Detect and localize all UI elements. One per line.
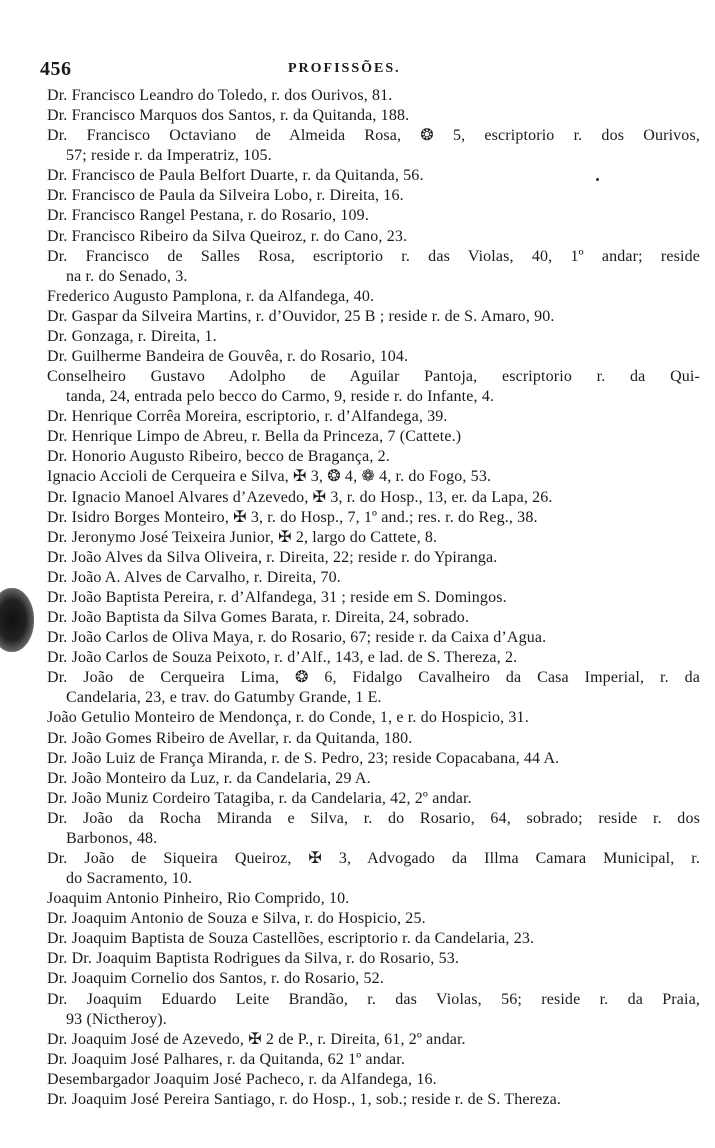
entry-line: Dr. João Baptista da Silva Gomes Barata, r. Direita, 24, sobrado. [47,609,470,627]
entry-line: Dr. João de Siqueira Queiroz, ✠ 3, Advogado da Illma Camara Municipal, r. [47,849,700,867]
entry-line: Dr. João Muniz Cordeiro Tatagiba, r. da Candelaria, 42, 2º andar. [47,789,472,807]
entry-line: Dr. Francisco de Paula da Silveira Lobo, r. Direita, 16. [47,187,404,205]
entry-line: Dr. Dr. Joaquim Baptista Rodrigues da Silva, r. do Rosario, 53. [47,950,460,968]
entry-line: Dr. Honorio Augusto Ribeiro, becco de Bragança, 2. [47,448,390,466]
entry-line: Dr. João Carlos de Souza Peixoto, r. d’Alf., 143, e lad. de S. Thereza, 2. [47,649,518,667]
directory-entry [47,789,700,809]
directory-entry [47,1030,700,1050]
directory-entry [47,166,700,186]
entry-line: Dr. João Carlos de Oliva Maya, r. do Rosario, 67; reside r. da Caixa d’Agua. [47,629,547,647]
directory-entry [47,347,700,367]
directory-entry [47,1050,700,1070]
entry-line: Dr. Joaquim Baptista de Souza Castellões, escriptorio r. da Candelaria, 23. [47,930,535,948]
directory-entry [47,126,700,166]
directory-entry [47,648,700,668]
entry-line: Dr. Ignacio Manoel Alvares d’Azevedo, ✠ 3, r. do Hosp., 13, er. da Lapa, 26. [47,488,553,506]
directory-entry [47,708,700,728]
directory-entry [47,1070,700,1090]
directory-entry [47,307,700,327]
entry-line: Joaquim Antonio Pinheiro, Rio Comprido, 10. [47,890,350,908]
entry-line: João Getulio Monteiro de Mendonça, r. do Conde, 1, e r. do Hospicio, 31. [47,709,529,727]
directory-entry [47,106,700,126]
entry-line: Conselheiro Gustavo Adolpho de Aguilar Pantoja, escriptorio r. da Qui- [47,368,700,386]
entry-line: Desembargador Joaquim José Pacheco, r. da Alfandega, 16. [47,1070,437,1088]
directory-entry [47,247,700,287]
directory-entry [47,568,700,588]
entry-line: Dr. Joaquim José Pereira Santiago, r. do Hosp., 1, sob.; reside r. de S. Thereza. [47,1090,561,1108]
directory-entry [47,467,700,487]
directory-entry [47,367,700,407]
directory-entry [47,889,700,909]
directory-entry [47,949,700,969]
entry-continuation-line: tanda, 24, entrada pelo becco do Carmo, 9, reside r. do Infante, 4. [66,388,495,406]
directory-entry [47,729,700,749]
scan-speck [596,178,599,181]
entry-line: Dr. Henrique Corrêa Moreira, escriptorio, r. d’Alfandega, 39. [47,408,448,426]
directory-entry [47,769,700,789]
entry-line: Dr. Francisco Leandro do Toledo, r. dos Ourivos, 81. [47,87,393,104]
entry-line: Dr. Francisco Marquos dos Santos, r. da Quitanda, 188. [47,107,410,125]
entry-continuation-line: Barbonos, 48. [66,829,158,847]
entry-line: Dr. Henrique Limpo de Abreu, r. Bella da Princeza, 7 (Cattete.) [47,428,462,446]
directory-entry [47,528,700,548]
directory-entry [47,849,700,889]
entry-line: Dr. João Monteiro da Luz, r. da Candelaria, 29 A. [47,769,371,787]
directory-entry [47,1090,700,1110]
directory-entry [47,206,700,226]
directory-entry [47,749,700,769]
directory-entry [47,488,700,508]
entry-line: Dr. João da Rocha Miranda e Silva, r. do Rosario, 64, sobrado; reside r. dos [47,809,700,827]
directory-entry [47,548,700,568]
entry-line: Dr. Joaquim José Palhares, r. da Quitanda, 62 1º andar. [47,1050,406,1068]
page-number: 456 [40,58,72,80]
entry-line: Dr. Joaquim Eduardo Leite Brandão, r. das Violas, 56; reside r. da Praia, [47,990,700,1008]
entry-line: Frederico Augusto Pamplona, r. da Alfandega, 40. [47,287,375,305]
directory-listing [47,86,700,1110]
entry-continuation-line: 93 (Nictheroy). [66,1010,167,1028]
entry-continuation-line: Candelaria, 23, e trav. do Gatumby Grande, 1 E. [66,689,382,707]
entry-line: Dr. Francisco Rangel Pestana, r. do Rosario, 109. [47,207,369,225]
directory-entry [47,909,700,929]
entry-line: Dr. João Alves da Silva Oliveira, r. Direita, 22; reside r. do Ypiranga. [47,548,498,566]
entry-line: Dr. Joaquim José de Azevedo, ✠ 2 de P., r. Direita, 61, 2º andar. [47,1030,466,1048]
entry-line: Dr. João Gomes Ribeiro de Avellar, r. da Quitanda, 180. [47,729,413,747]
directory-entry [47,86,700,106]
entry-line: Dr. Gaspar da Silveira Martins, r. d’Ouvidor, 25 B ; reside r. de S. Amaro, 90. [47,307,555,325]
entry-line: Dr. Joaquim Cornelio dos Santos, r. do Rosario, 52. [47,970,384,988]
entry-line: Dr. João Baptista Pereira, r. d’Alfandega, 31 ; reside em S. Domingos. [47,588,507,606]
directory-entry [47,668,700,708]
directory-entry [47,447,700,467]
directory-entry [47,809,700,849]
entry-line: Dr. Isidro Borges Monteiro, ✠ 3, r. do Hosp., 7, 1º and.; res. r. do Reg., 38. [47,508,538,526]
directory-entry [47,628,700,648]
entry-line: Dr. Joaquim Antonio de Souza e Silva, r. do Hospicio, 25. [47,910,426,928]
directory-entry [47,588,700,608]
entry-line: Dr. Francisco de Paula Belfort Duarte, r. da Quitanda, 56. [47,167,424,185]
entry-line: Dr. Francisco Ribeiro da Silva Queiroz, r. do Cano, 23. [47,227,408,245]
entry-line: Dr. João de Cerqueira Lima, ❂ 6, Fidalgo Cavalheiro da Casa Imperial, r. da [47,669,700,687]
entry-line: Dr. João A. Alves de Carvalho, r. Direita, 70. [47,568,341,586]
entry-line: Dr. Guilherme Bandeira de Gouvêa, r. do Rosario, 104. [47,348,409,366]
entry-line: Dr. Francisco Octaviano de Almeida Rosa, ❂ 5, escriptorio r. dos Ourivos, [47,127,700,145]
directory-entry [47,969,700,989]
running-head: PROFISSÕES. [288,61,401,76]
directory-entry [47,227,700,247]
directory-entry [47,929,700,949]
entry-continuation-line: na r. do Senado, 3. [66,267,188,285]
directory-entry [47,407,700,427]
entry-continuation-line: do Sacramento, 10. [66,870,193,888]
directory-entry [47,186,700,206]
entry-line: Dr. Gonzaga, r. Direita, 1. [47,327,217,345]
directory-entry [47,287,700,307]
directory-entry [47,427,700,447]
scan-thumb-artifact [0,588,34,652]
directory-entry [47,508,700,528]
entry-line: Dr. Jeronymo José Teixeira Junior, ✠ 2, largo do Cattete, 8. [47,528,438,546]
directory-entry [47,608,700,628]
entry-line: Ignacio Accioli de Cerqueira e Silva, ✠ 3, ❂ 4, ❁ 4, r. do Fogo, 53. [47,468,492,486]
directory-entry [47,990,700,1030]
entry-line: Dr. João Luiz de França Miranda, r. de S. Pedro, 23; reside Copacabana, 44 A. [47,749,560,767]
entry-line: Dr. Francisco de Salles Rosa, escriptorio r. das Violas, 40, 1º andar; reside [47,247,700,265]
entry-continuation-line: 57; reside r. da Imperatriz, 105. [66,147,272,165]
directory-entry [47,327,700,347]
